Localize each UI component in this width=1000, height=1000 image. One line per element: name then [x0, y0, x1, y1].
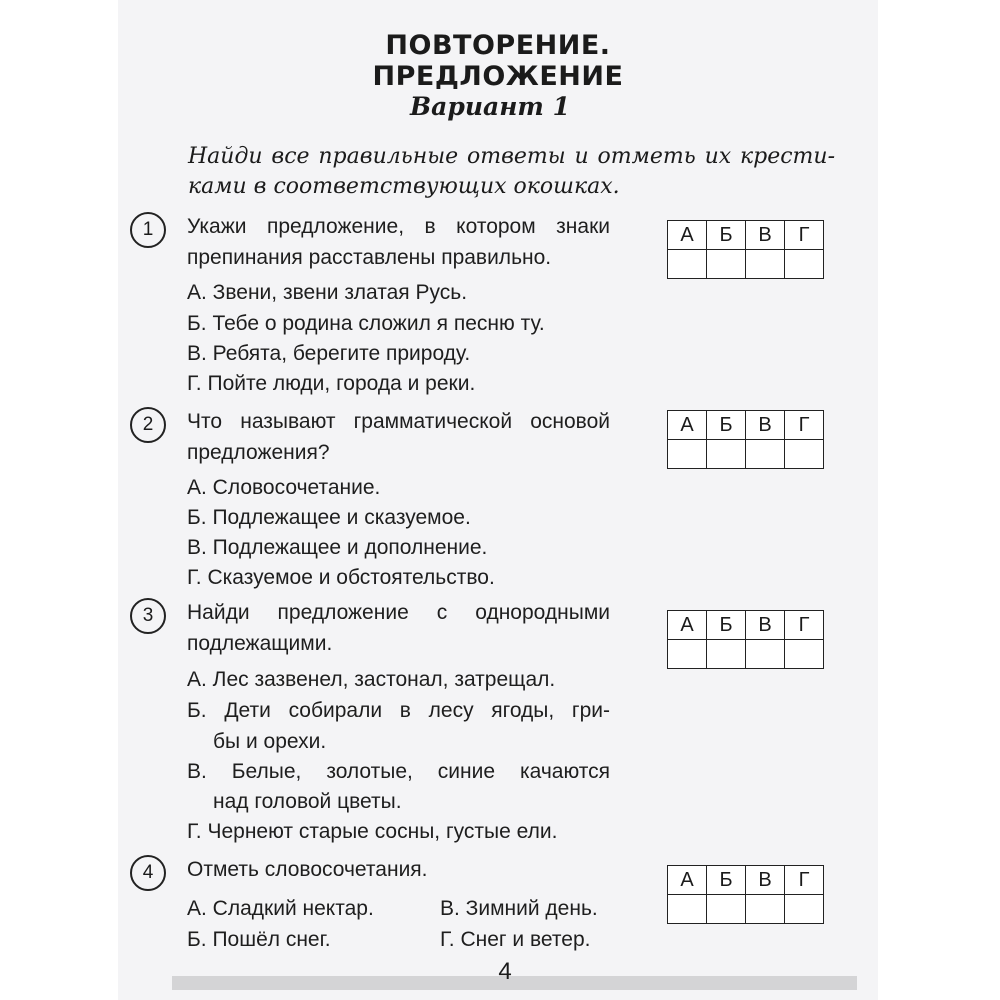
grid-letter-a: А — [668, 866, 707, 895]
answer-checkbox-b[interactable] — [707, 640, 746, 669]
question-2-option-b: Б. Подлежащее и сказуемое. — [187, 506, 471, 529]
grid-letter-a: А — [668, 221, 707, 250]
answer-checkbox-v[interactable] — [746, 895, 785, 924]
answer-checkbox-g[interactable] — [785, 250, 824, 279]
question-3-option-b: Б. Дети собирали в лесу ягоды, гри- — [187, 699, 610, 722]
question-2-option-a: А. Словосочетание. — [187, 476, 381, 499]
instruction — [188, 142, 838, 202]
question-3-option-d: Г. Чернеют старые сосны, густые ели. — [187, 820, 558, 843]
question-3-option-c-cont: над головой цветы. — [213, 790, 402, 813]
grid-letter-v: В — [746, 221, 785, 250]
question-4-option-b: Б. Пошёл снег. — [187, 928, 331, 951]
question-1-option-d: Г. Пойте люди, города и реки. — [187, 372, 476, 395]
answer-checkbox-g[interactable] — [785, 440, 824, 469]
grid-letter-b: Б — [707, 221, 746, 250]
grid-letter-v: В — [746, 866, 785, 895]
answer-checkbox-b[interactable] — [707, 440, 746, 469]
question-4-option-a: А. Сладкий нектар. — [187, 897, 374, 920]
answer-grid-2 — [667, 410, 824, 469]
answer-grid-4 — [667, 865, 824, 924]
instruction-line: ками в соответствующих окошках. — [188, 174, 620, 199]
question-1-option-a: А. Звени, звени златая Русь. — [187, 281, 468, 304]
grid-letter-a: А — [668, 411, 707, 440]
answer-checkbox-v[interactable] — [746, 640, 785, 669]
answer-checkbox-v[interactable] — [746, 250, 785, 279]
question-number-3: 3 — [130, 598, 166, 634]
question-3-option-c: В. Белые, золотые, синие качаются — [187, 760, 610, 783]
instruction-line: Найди все правильные ответы и отметь их крести- — [188, 144, 835, 169]
question-3-option-a: А. Лес зазвенел, застонал, затрещал. — [187, 668, 556, 691]
answer-checkbox-a[interactable] — [668, 640, 707, 669]
question-3-option-b-cont: бы и орехи. — [213, 730, 327, 753]
grid-letter-g: Г — [785, 221, 824, 250]
answer-checkbox-b[interactable] — [707, 250, 746, 279]
question-number-2: 2 — [130, 407, 166, 443]
question-number-4: 4 — [130, 855, 166, 891]
question-4-option-v: В. Зимний день. — [440, 897, 598, 920]
grid-letter-g: Г — [785, 866, 824, 895]
question-1-option-b: Б. Тебе о родина сложил я песню ту. — [187, 312, 545, 335]
question-3-text: подлежащими. — [187, 632, 333, 655]
question-3-text: Найди предложение с однородными — [187, 601, 610, 624]
question-4-text: Отметь словосочетания. — [187, 858, 428, 881]
page-title: ПОВТОРЕНИЕ. ПРЕДЛОЖЕНИЕ — [372, 30, 624, 92]
question-1-text: препинания расставлены правильно. — [187, 246, 552, 269]
answer-checkbox-g[interactable] — [785, 895, 824, 924]
grid-letter-b: Б — [707, 611, 746, 640]
grid-letter-v: В — [746, 411, 785, 440]
grid-letter-b: Б — [707, 411, 746, 440]
grid-letter-b: Б — [707, 866, 746, 895]
answer-grid-1 — [667, 220, 824, 279]
grid-letter-g: Г — [785, 611, 824, 640]
question-2-option-d: Г. Сказуемое и обстоятельство. — [187, 566, 495, 589]
grid-letter-a: А — [668, 611, 707, 640]
answer-checkbox-a[interactable] — [668, 440, 707, 469]
page-number: 4 — [498, 958, 512, 985]
question-4-option-g: Г. Снег и ветер. — [440, 928, 591, 951]
question-2-text: предложения? — [187, 441, 330, 464]
question-1-option-c: В. Ребята, берегите природу. — [187, 342, 471, 365]
answer-checkbox-a[interactable] — [668, 895, 707, 924]
answer-checkbox-b[interactable] — [707, 895, 746, 924]
answer-grid-3 — [667, 610, 824, 669]
question-number-1: 1 — [130, 212, 166, 248]
variant-heading: Вариант 1 — [410, 92, 570, 121]
answer-checkbox-g[interactable] — [785, 640, 824, 669]
answer-checkbox-a[interactable] — [668, 250, 707, 279]
grid-letter-v: В — [746, 611, 785, 640]
grid-letter-g: Г — [785, 411, 824, 440]
question-2-text: Что называют грамматической основой — [187, 410, 610, 433]
question-1-text: Укажи предложение, в котором знаки — [187, 215, 610, 238]
question-2-option-c: В. Подлежащее и дополнение. — [187, 536, 488, 559]
answer-checkbox-v[interactable] — [746, 440, 785, 469]
